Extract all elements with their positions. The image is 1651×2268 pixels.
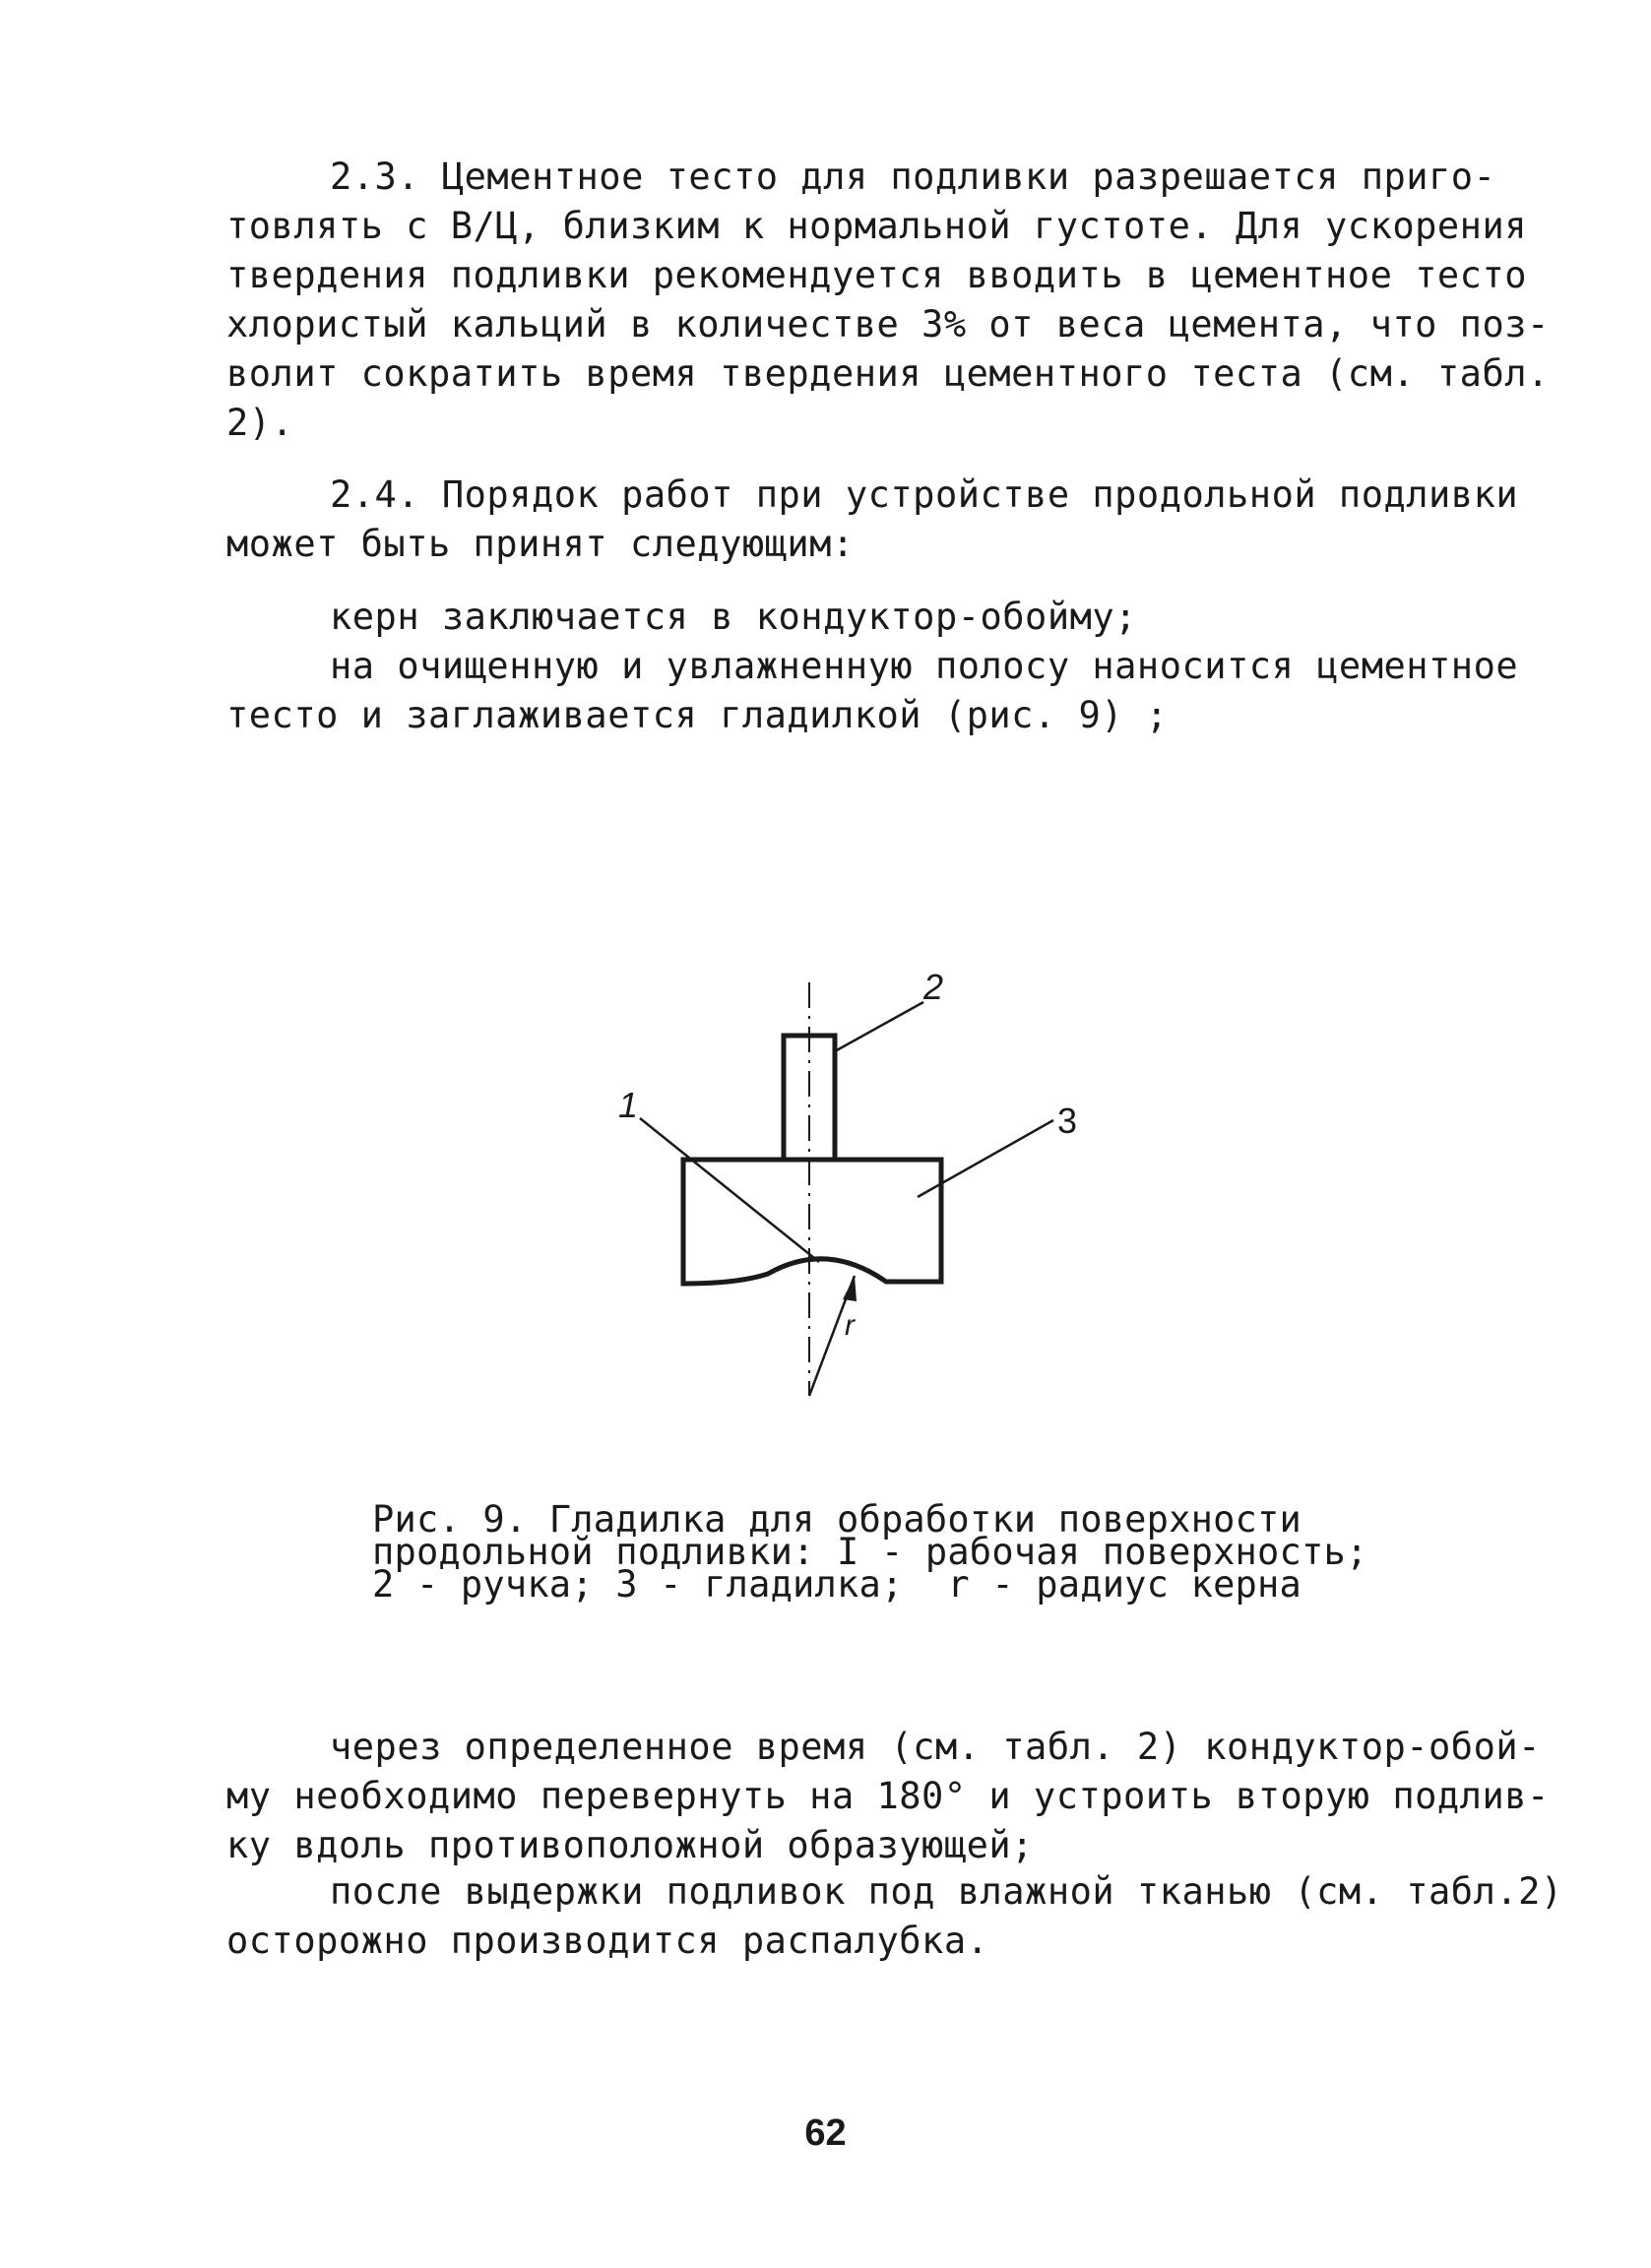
leader-line-1 [640,1118,819,1262]
step-line: через определенное время (см. табл. 2) кондуктор-обой- [330,1726,1541,1768]
caption-line: Рис. 9. Гладилка для обработки поверхности [372,1498,1302,1541]
step-line: ку вдоль противоположной образующей; [226,1824,1034,1866]
step-line: на очищенную и увлажненную полосу наносится цементное [330,645,1519,687]
radius-arrowhead [843,1276,857,1301]
trowel-body [683,1160,941,1284]
figure-label-1: 1 [618,1085,639,1125]
caption-line: продольной подливки: I - рабочая поверхность; [372,1531,1368,1573]
step-line: тесто и заглаживается гладилкой (рис. 9) ; [226,694,1169,736]
paragraph-line: товлять с В/Ц, близким к нормальной густоте. Для ускорения [226,205,1528,247]
step-4 [226,1867,1563,1966]
step-line: керн заключается в кондуктор-обойму; [330,596,1137,638]
paragraph-line: может быть принят следующим: [226,523,855,565]
paragraph-line: хлористый кальций в количестве 3% от веса цемента, что поз- [226,303,1550,346]
figure-9-drawing [591,967,1103,1408]
step-line: му необходимо перевернуть на 180° и устроить вторую подлив- [226,1775,1550,1817]
step-3 [226,1723,1550,1870]
step-2 [226,642,1519,740]
page-number: 62 [804,2112,847,2154]
paragraph-line: твердения подливки рекомендуется вводить в цементное тесто [226,254,1528,296]
trowel-diagram [591,975,1103,1408]
paragraph-line: волит сократить время твердения цементного теста (см. табл. [226,352,1550,395]
figure-label-3: 3 [1057,1101,1078,1141]
paragraph-line: 2). [226,402,294,444]
figure-caption [372,1498,1368,1606]
caption-line: 2 - ручка; 3 - гладилка; r - радиус керна [372,1563,1302,1606]
step-line: осторожно производится распалубка. [226,1920,989,1962]
step-1 [226,593,1437,642]
leader-line-2 [835,1002,923,1051]
step-line: после выдержки подливок под влажной тканью (см. табл.2) [330,1870,1563,1913]
paragraph-line: 2.3. Цементное тесто для подливки разрешается приго- [330,156,1496,198]
paragraph-2-3 [226,153,1550,448]
figure-label-r: r [845,1309,855,1342]
figure-label-2: 2 [923,967,944,1007]
paragraph-line: 2.4. Порядок работ при устройстве продольной подливки [330,473,1519,516]
trowel-handle [784,1036,835,1160]
paragraph-2-4 [226,471,1519,569]
